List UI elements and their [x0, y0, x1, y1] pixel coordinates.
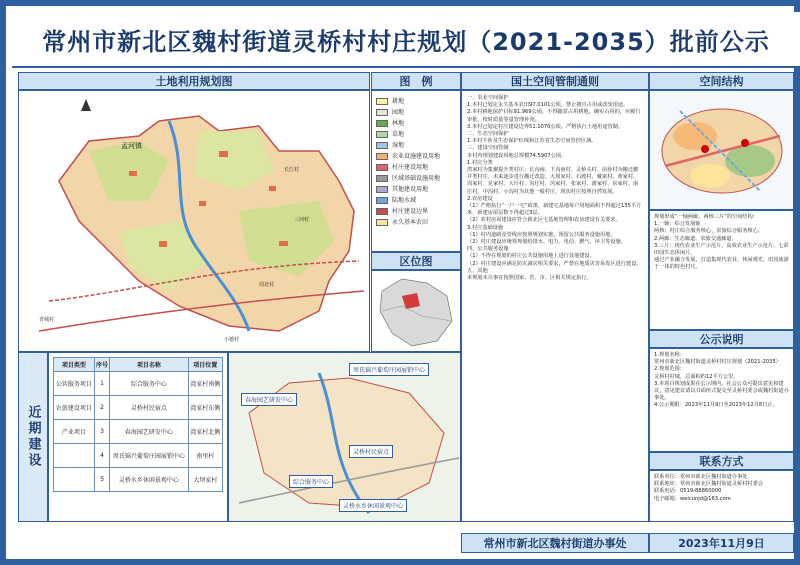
- legend-label: 园地: [392, 109, 405, 116]
- table-cell: 南里村: [188, 444, 222, 468]
- legend-swatch: [376, 208, 388, 215]
- legend-swatch: [376, 186, 388, 193]
- landuse-header: [18, 72, 370, 90]
- structure-map: [649, 90, 794, 210]
- table-row: [54, 420, 223, 444]
- footer-date: 2023年11月9日: [678, 537, 765, 550]
- near-title: 近期建设: [25, 405, 41, 469]
- legend-label: 区域基础设施用地: [392, 175, 441, 182]
- legend-item: [376, 118, 456, 129]
- landuse-title: 土地利用规划图: [155, 75, 233, 88]
- legend-swatch: [376, 164, 388, 171]
- structure-svg: [650, 91, 794, 210]
- legend-swatch: [376, 197, 388, 204]
- landuse-map: [18, 90, 370, 352]
- legend-label: 湿地: [392, 142, 405, 149]
- legend-label: 耕地: [392, 98, 405, 105]
- legend-header: [371, 72, 461, 90]
- legend-swatch: [376, 142, 388, 149]
- footer-right: [649, 533, 794, 553]
- legend-swatch: [376, 120, 388, 127]
- location-title: 区位图: [399, 255, 433, 268]
- table-cell: 灵桥村民宿点: [110, 396, 188, 420]
- table-cell: 4: [94, 444, 110, 468]
- table-cell: 公共服务项目: [54, 372, 95, 396]
- location-map: [371, 270, 461, 352]
- legend-label: 草地: [392, 131, 405, 138]
- explain-header: [649, 330, 794, 348]
- legend-item: [376, 217, 456, 228]
- legend-item: [376, 107, 456, 118]
- legend-label: 永久基本农田: [392, 219, 429, 226]
- near-map-label: 灵桥村民宿点: [349, 445, 393, 458]
- table-cell: 灵桥水乡休闲景观中心: [110, 468, 188, 492]
- legend-item: [376, 184, 456, 195]
- control-title: 国土空间管制通则: [511, 75, 599, 88]
- near-map-label: 周氏锦兴葡萄庄园展销中心: [349, 363, 429, 376]
- legend-item: [376, 140, 456, 151]
- landuse-map-svg: [19, 91, 370, 352]
- contact-text: 联系单位：常州市新北区魏村街道办事处 联系地址：常州市新北区魏村街道灵桥村村委会 联系电话：0519-88860000 电子邮箱：weicunjd@163.com: [649, 470, 794, 522]
- footer-left: [461, 533, 649, 553]
- location-header: [371, 252, 461, 270]
- table-cell: 湾家村东侧: [188, 396, 222, 420]
- near-map-svg: [229, 353, 461, 522]
- table-cell: [54, 444, 95, 468]
- table-header: 项目类型: [54, 358, 95, 372]
- legend-item: [376, 96, 456, 107]
- header: [12, 12, 800, 68]
- legend-item: [376, 206, 456, 217]
- table-header: 项目位置: [188, 358, 222, 372]
- explain-title: 公示说明: [699, 333, 744, 346]
- table-cell: 湾家村南侧: [188, 372, 222, 396]
- table-row: [54, 468, 223, 492]
- label-qingcheng: 青城村: [39, 317, 55, 323]
- near-map: [228, 352, 461, 522]
- table-cell: 2: [94, 396, 110, 420]
- legend-swatch: [376, 98, 388, 105]
- near-map-label: 灵桥水乡休闲景观中心: [339, 499, 407, 512]
- legend-swatch: [376, 175, 388, 182]
- legend-item: [376, 195, 456, 206]
- structure-text: 规划形成“一轴两廊、两核三片”的空间结构： 1.一轴：综合发展轴 两核：村庄综合服务核心、农旅综合服务核心。 2.两廊：生态廊道、农旅交通廊道。 3.三片：现代农业生产示范片、高效农业生产示范片、七彩田园生态休闲片。 通过产业融合发展，打造集现代农业、休闲观光、田园旅游于一体的特色村庄。: [649, 210, 794, 330]
- table-cell: [54, 468, 95, 492]
- label-town: 孟河镇: [121, 142, 142, 150]
- near-map-label: 春海园艺研发中心: [241, 393, 297, 406]
- near-table: [53, 357, 223, 492]
- label-zhoubei: 周北村: [259, 282, 275, 288]
- table-header: 项目名称: [110, 358, 188, 372]
- contact-title: 联系方式: [699, 455, 744, 468]
- legend-item: [376, 151, 456, 162]
- legend-item: [376, 173, 456, 184]
- label-nav: 长江村: [284, 167, 300, 173]
- table-cell: 综合服务中心: [110, 372, 188, 396]
- legend-label: 陆地水域: [392, 197, 417, 204]
- legend-label: 农业设施建设用地: [392, 153, 441, 160]
- legend-swatch: [376, 153, 388, 160]
- legend-item: [376, 129, 456, 140]
- label-xiaomiao: 小德村: [224, 337, 240, 343]
- structure-header: [649, 72, 794, 90]
- explain-text: 1.规划名称： 常州市新北区魏村街道灵桥村村庄规划（2021-2035） 2.规划范围： 灵桥村村域，总面积约12平方公里。 3.本项目规划成果在公示期内，社会公众可提出意见和建议。意见建议请以书面形式提交至灵桥村委会或魏村街道办事处。 4.公示期限：2023年11月9日至2023年12月8日止。: [649, 348, 794, 452]
- table-row: [54, 396, 223, 420]
- table-cell: 大坝家村: [188, 468, 222, 492]
- footer-org: 常州市新北区魏村街道办事处: [483, 537, 627, 550]
- near-map-label: 综合服务中心: [289, 475, 333, 488]
- near-side-label: [18, 352, 48, 522]
- table-row: [54, 372, 223, 396]
- legend-swatch: [376, 219, 388, 226]
- table-cell: 湾家村北侧: [188, 420, 222, 444]
- contact-header: [649, 452, 794, 470]
- legend-title: 图 例: [399, 75, 433, 88]
- legend-label: 其他建设用地: [392, 186, 429, 193]
- location-svg: [372, 271, 461, 352]
- table-cell: 周氏锦兴葡萄庄园展销中心: [110, 444, 188, 468]
- table-header: 序号: [94, 358, 110, 372]
- legend-label: 村庄建设用地: [392, 164, 429, 171]
- table-cell: 产业项目: [54, 420, 95, 444]
- legend-label: 林地: [392, 120, 405, 127]
- legend-panel: [371, 90, 461, 252]
- near-table-panel: [48, 352, 228, 522]
- page-title: 常州市新北区魏村街道灵桥村村庄规划（2021-2035）批前公示: [42, 27, 770, 56]
- control-text: 一、农业空间保护 1.本村已划定永久基本农田97.0101公顷，禁止擅自占用或改变用途。 2.本村耕地保护目标91.969公顷，不得随意占用耕地，确实占用的，应履行审批，按时质量等量管理补充。 3.本村已划定村庄建设边界51.1070公顷。严格执行土地用途管制。 二、生态空间保护 1.本村不涉及生态保护红线和江苏省生态空间管控区域。 三、建设空间管制 本村内规划建设用地总规模74.5907公顷。 1.村庄分类 湾家村为集聚提升类村庄；长沟南、下沟南村、灵桥头村、前孙村为搬迁撤并类村庄，未来逐步进行搬迁改造。大坝家村、石渡村、戴家村、黄家村、周家村、晃家村、大圩村、沟圩村、芮家村、张家村、渡家村、东家村、南庄村、中沟村、小沟村为其他一般村庄，现状村庄按照自然发展。 2.农房建设 （1）严格执行“一户一宅”政策，新建宅基地每户用地面积不得超过135平方米，新建房屋层数不得超过3层。 （2）农村房屋建设应符合新北区宅基地管理和农房建设有关要求。 3.村庄基础设施 （1）村内道路及管线应按照规划实施，预留公共服务设施用地。 （2）村庄建设应统筹规划给排水、电力、电信、燃气、环卫等设施。 四、公共服务设施 （1）不得在规划的村庄公共设施用地上进行其他建设。 （2）村庄建设应满足防灾减灾相关要求，严禁在地质灾害易发区进行建设。 五、其他 本规划未尽事宜按照国家、省、市、区相关规定执行。: [461, 90, 649, 522]
- control-header: [461, 72, 649, 90]
- legend-item: [376, 162, 456, 173]
- table-cell: 3: [94, 420, 110, 444]
- table-cell: 农旅建设项目: [54, 396, 95, 420]
- legend-swatch: [376, 131, 388, 138]
- label-sanhe: 三河村: [294, 217, 310, 223]
- table-cell: 5: [94, 468, 110, 492]
- table-cell: 1: [94, 372, 110, 396]
- legend-label: 村庄建设边界: [392, 208, 429, 215]
- table-row: [54, 444, 223, 468]
- table-cell: 春海园艺研发中心: [110, 420, 188, 444]
- structure-title: 空间结构: [699, 75, 744, 88]
- legend-swatch: [376, 109, 388, 116]
